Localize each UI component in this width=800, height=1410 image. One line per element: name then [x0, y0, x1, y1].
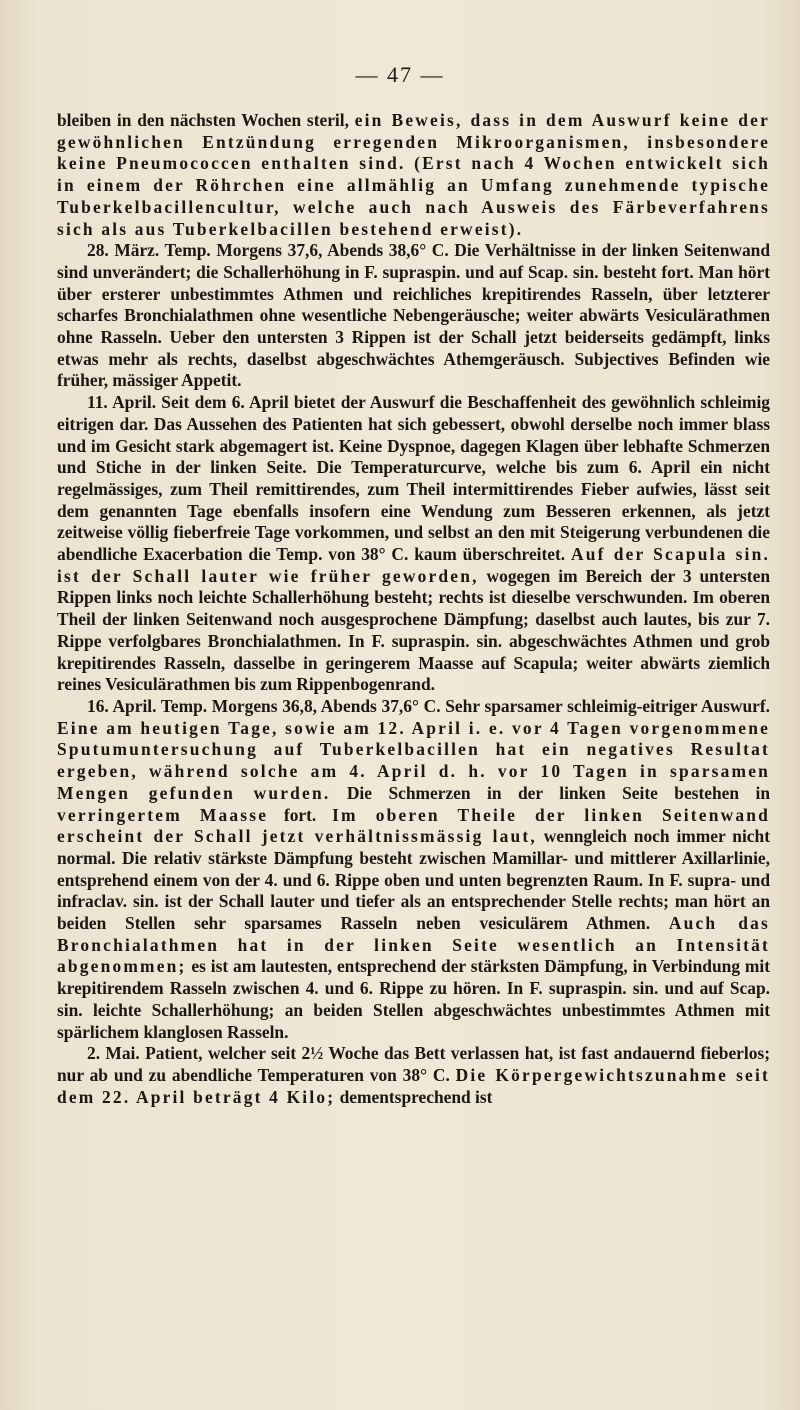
paragraph — [57, 696, 770, 1043]
paragraph-text: 2. Mai. Patient, welcher seit 2½ Woche das Bett verlassen hat, ist fast andauernd fieberlos; nur ab und zu abendliche Temperaturen von 38° C. — [57, 1043, 770, 1085]
page-number: — 47 — — [355, 62, 445, 87]
spaced-emphasis-text: Eine am heutigen Tage, sowie am 12. April i. e. vor 4 Tagen vorgenommene Sputumuntersuchung auf Tuberkelbacillen hat ein negatives Resultat ergeben, während solche am 4. April d. h. vor 10 Tagen in sparsamen Mengen gefunden wurden. — [57, 717, 770, 803]
paragraph — [57, 110, 770, 240]
body-text — [57, 110, 770, 1108]
paragraph-text: es ist am lautesten, entsprechend der stärksten Dämpfung, in Verbindung mit krepitirendem Rasseln zwischen 4. und 6. Rippe zu hören. In F. supraspin. sin. und auf Scap. sin. leichte Schallerhöhung; an beiden Stellen abgeschwächtes unbestimmtes Athmen mit spärlichem klanglosen Rasseln. — [57, 956, 770, 1042]
paragraph — [57, 392, 770, 696]
paragraph-text: bleiben in den nächsten Wochen steril, — [57, 110, 355, 130]
paragraph-text: Die Schmerzen in der linken Seite bestehen in — [330, 782, 770, 803]
spaced-emphasis-text: Auch das Bronchialathmen hat in der linken Seite wesentlich an Intensität abgenommen; — [57, 913, 770, 977]
paragraph-text: fort. — [268, 804, 333, 825]
spaced-emphasis-text: ein Beweis, dass in dem Auswurf keine der gewöhnlichen Entzündung erregenden Mikroorganismen, insbesondere keine Pneumococcen enthalten sind. (Erst nach 4 Wochen entwickelt sich in einem der Röhrchen eine allmählig an Umfang zunehmende typische Tuberkelbacillencultur, welche auch nach Ausweis des Färbeverfahrens sich als aus Tuberkelbacillen bestehend erweist). — [57, 110, 771, 239]
spaced-emphasis-text: Auf der Scapula sin. ist der Schall lauter wie früher geworden, — [57, 544, 771, 586]
paragraph-text: 16. April. Temp. Morgens 36,8, Abends 37,6° C. Sehr sparsamer schleimig-eitriger Auswurf. — [87, 695, 770, 716]
paragraph-text: wogegen im Bereich der 3 untersten Rippen links noch leichte Schallerhöhung besteht; rechts ist dieselbe verschwunden. Im oberen Theil der linken Seitenwand noch ausgesprochene Dämpfung; daselbst auch lautes, bis zur 7. Rippe verfolgbares Bronchialathmen. In F. supraspin. sin. abgeschwächtes Athmen und grob krepitirendes Rasseln, dasselbe in geringerem Maasse auf Scapula; weiter abwärts ziemlich reines Vesiculärathmen bis zum Rippenbogenrand. — [57, 565, 770, 695]
paragraph — [57, 240, 770, 392]
spaced-emphasis-text: Im oberen Theile der linken Seitenwand erscheint der Schall jetzt verhältnissmässig laut, — [57, 804, 770, 847]
paragraph-text: 11. April. Seit dem 6. April bietet der Auswurf die Beschaffenheit des gewöhnlich schleimig eitrigen dar. Das Aussehen des Patienten hat sich gebessert, obwohl derselbe noch immer blass und im Gesicht stark abgemagert ist. Keine Dyspnoe, dagegen Klagen über lebhafte Schmerzen und Stiche in der linken Seite. Die Temperaturcurve, welche bis zum 6. April ein nicht regelmässiges, zum Theil remittirendes, zum Theil intermittirendes Fieber aufwies, lässt seit dem genannten Tage ebenfalls insofern eine Wendung zum Besseren erkennen, als jetzt zeitweise völlig fieberfreie Tage vorkommen, und selbst an den mit Steigerung verbundenen die abendliche Exacerbation die Temp. von 38° C. kaum überschreitet. — [57, 392, 770, 565]
paragraph-text: dementsprechend ist — [335, 1086, 493, 1107]
paragraph — [57, 1043, 770, 1108]
spaced-emphasis-text: verringertem Maasse — [57, 804, 269, 825]
paragraph-text: wenngleich noch immer nicht normal. Die relativ stärkste Dämpfung besteht zwischen Mamillar- und mittlerer Axillarlinie, entsprehend einem von der 4. und 6. Rippe oben und unten begrenzten Raum. In F. supra- und infraclav. sin. ist der Schall lauter und tiefer als an entsprechender Stelle rechts; man hört an beiden Stellen sehr sparsames Rasseln neben vesiculärem Athmen. — [57, 826, 770, 934]
paragraph-text: 28. März. Temp. Morgens 37,6, Abends 38,6° C. Die Verhältnisse in der linken Seitenwand sind unverändert; die Schallerhöhung in F. supraspin. und auf Scap. sin. besteht fort. Man hört über ersterer unbestimmtes Athmen und reichliches krepitirendes Rasseln, über letzterer scharfes Bronchialathmen ohne wesentliche Nebengeräusche; weiter abwärts Vesiculärathmen ohne Rasseln. Ueber den untersten 3 Rippen ist der Schall jetzt beiderseits gedämpft, links etwas mehr als rechts, daselbst abgeschwächtes Athemgeräusch. Subjectives Befinden wie früher, mässiger Appetit. — [57, 240, 770, 391]
spaced-emphasis-text: Die Körpergewichtszunahme seit dem 22. April beträgt 4 Kilo; — [57, 1064, 770, 1107]
